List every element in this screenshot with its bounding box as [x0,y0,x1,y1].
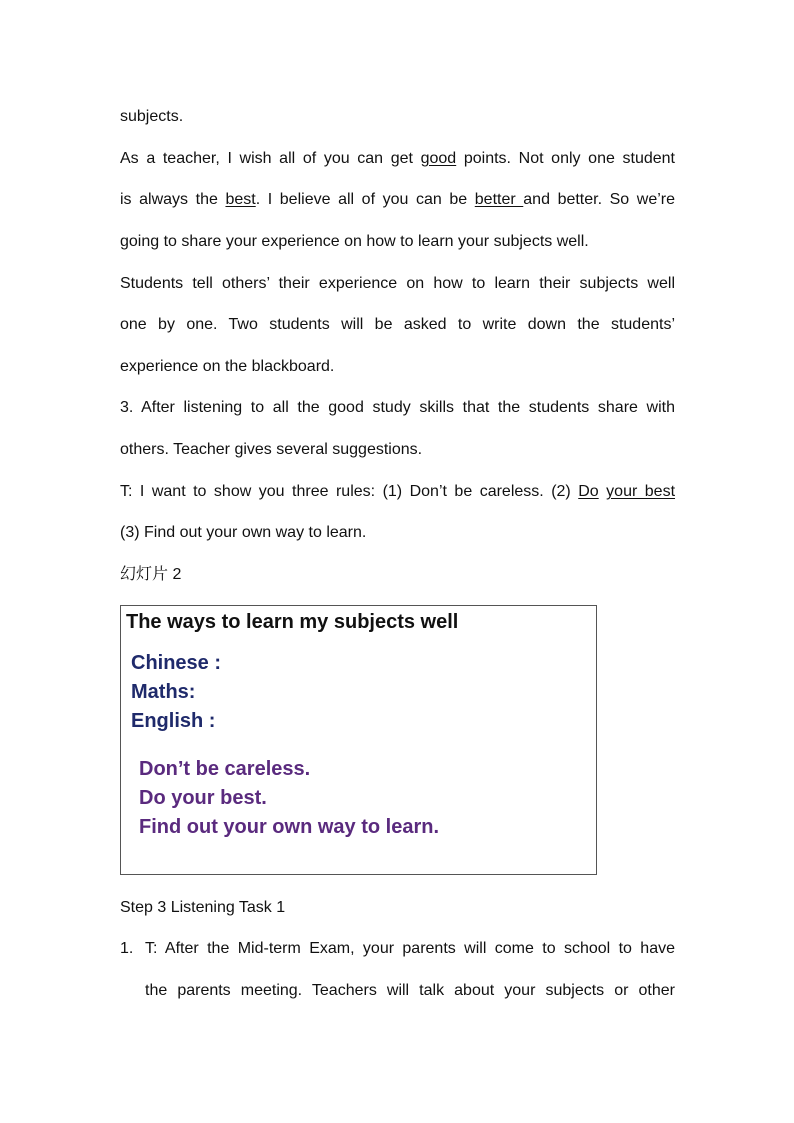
text-span: (3) Find out your own way to learn. [120,524,367,541]
text-span: T: After the Mid-term Exam, your parents will come to school to have [145,940,675,957]
text-span: Step 3 Listening Task 1 [120,899,286,916]
text-span: . I believe all of you can be [255,191,475,208]
rule-item: Find out your own way to learn. [139,816,440,838]
rule-item: Do your best. [139,787,267,809]
text-span: going to share your experience on how to learn your subjects well. [120,233,589,250]
text-span: the parents meeting. Teachers will talk about your subjects or other [145,982,675,999]
list-item-line [145,980,675,1002]
text-span: Students tell others’ their experience on how to learn their subjects well [120,275,675,292]
list-item-number: 1. [120,940,134,957]
step3-heading [120,897,675,919]
text-span: experience on the blackboard. [120,358,335,375]
paragraph-line [120,314,675,336]
subject-maths: Maths: [131,681,196,703]
text-span: one by one. Two students will be asked to write down the students’ [120,316,675,333]
text-span: 3. After listening to all the good study skills that the students share with [120,399,675,416]
underlined-word: better [474,191,524,208]
text-span: and better. So we’re [523,191,676,208]
list-item-line [145,938,675,960]
slide-box [120,605,597,875]
paragraph-line [120,481,675,503]
text-span: is always the [120,191,226,208]
text-span: As a teacher, I wish all of you can get [120,150,421,167]
underlined-word: best [225,191,256,208]
rule-item: Don’t be careless. [139,758,311,780]
paragraph-line [120,397,675,419]
subject-english: English : [131,710,216,732]
paragraph-line [120,356,675,378]
paragraph-line [120,231,675,253]
slide-title: The ways to learn my subjects well [126,611,459,633]
underlined-word: good [420,150,457,167]
paragraph-line [120,189,675,211]
underlined-word: your best [606,483,676,500]
slide-label [120,564,675,586]
paragraph-line [120,439,675,461]
text-subjects: subjects. [120,108,184,125]
text-span: points. Not only one student [456,150,676,167]
paragraph-line [120,273,675,295]
text-span: T: I want to show you three rules: (1) Don’t be careless. (2) [120,483,579,500]
paragraph-line [120,106,675,128]
text-span: 幻灯片 2 [120,566,182,583]
text-span: others. Teacher gives several suggestions. [120,441,423,458]
underlined-word: Do [578,483,599,500]
paragraph-line [120,148,675,170]
paragraph-line [120,522,675,544]
subject-chinese: Chinese : [131,652,222,674]
